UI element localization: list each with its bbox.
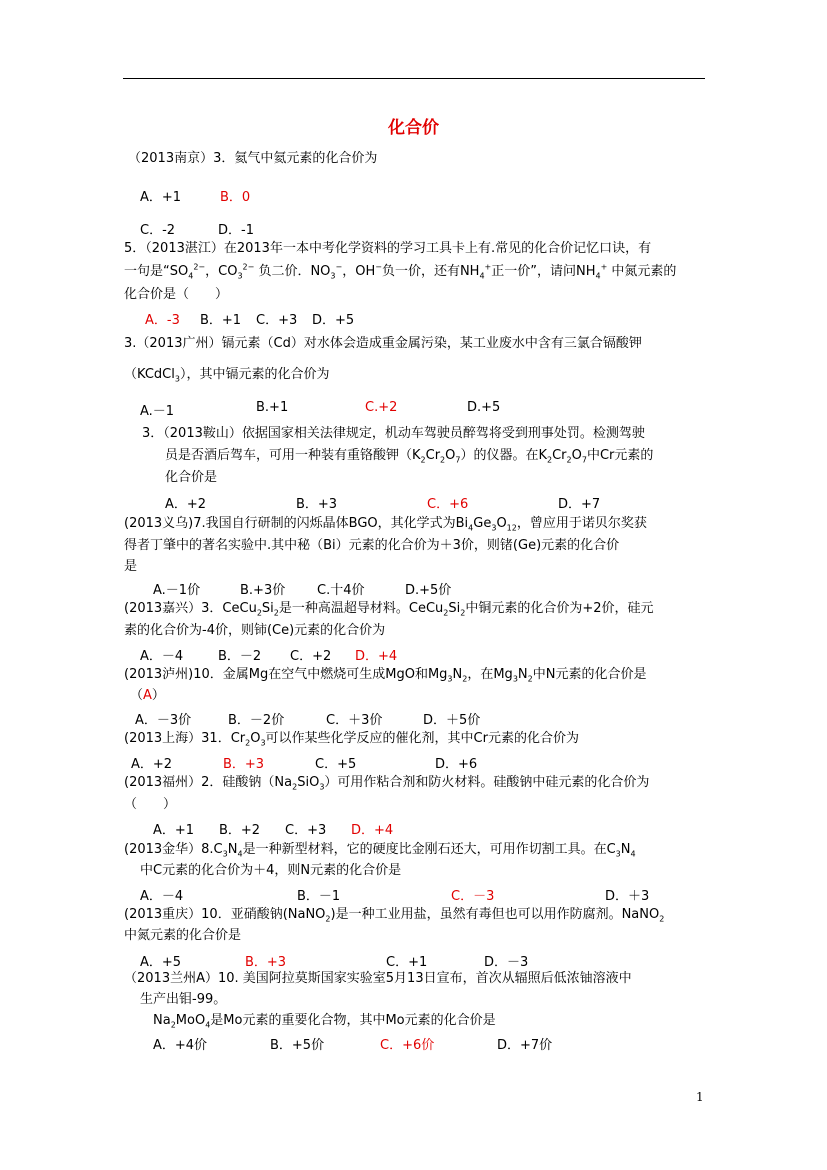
q6-option-b: B．－2 xyxy=(218,649,262,664)
q12-line-3: $Na_2MoO_4$是Mo元素的重要化合物，其中Mo元素的化合价是 xyxy=(153,1013,496,1030)
q4-option-d: D．+7 xyxy=(558,497,601,512)
q2-option-c: C．+3 xyxy=(256,313,298,328)
q9-option-a: A．+1 xyxy=(153,823,195,838)
q3-line-1: 3.（2013广州）镉元素（Cd）对水体会造成重金属污染，某工业废水中含有三氯合镉酸钾 xyxy=(124,336,642,351)
q8-option-d: D．+6 xyxy=(435,757,478,772)
q7-option-b: B．－2价 xyxy=(228,713,285,728)
q10-option-a: A．－4 xyxy=(140,889,184,904)
q7-answer: A xyxy=(143,688,152,703)
q6-line-2: 素的化合价为-4价，则铈(Ce)元素的化合价为 xyxy=(124,623,386,638)
q4-option-a: A．+2 xyxy=(165,497,207,512)
q9-option-b: B．+2 xyxy=(219,823,261,838)
q1-option-b-answer: B．0 xyxy=(220,190,251,205)
q5-line-1: (2013义乌)7.我国自行研制的闪烁晶体BGO，其化学式为$Bi_4Ge_3O_{12}$，曾应用于诺贝尔奖获 xyxy=(124,516,647,533)
q7-line-2: （A） xyxy=(130,688,165,703)
q10-option-c-answer: C．－3 xyxy=(451,889,495,904)
q1-option-d: D．-1 xyxy=(218,223,254,238)
q5-option-b: B.+3价 xyxy=(240,583,286,598)
q5-option-a: A.－1价 xyxy=(153,583,201,598)
q9-option-d-answer: D．+4 xyxy=(351,823,394,838)
q10-line-1: (2013金华）$8.C_3N_4$是一种新型材料，它的硬度比金刚石还大，可用作切割工具。在$C_3N_4$ xyxy=(124,842,636,859)
q12-line-1: （2013兰州A）10. 美国阿拉莫斯国家实验室5月13日宣布，首次从辐照后低浓铀溶液中 xyxy=(124,971,632,986)
q6-line-1: (2013嘉兴）3．$CeCu_2Si_2$是一种高温超导材料。$CeCu_2Si_2$中铜元素的化合价为+2价，硅元 xyxy=(124,601,654,618)
q8-line-1: (2013上海）31．$Cr_2O_3$可以作某些化学反应的催化剂，其中Cr元素的化合价为 xyxy=(124,731,579,748)
q1-stem: （2013南京）3．氦气中氦元素的化合价为 xyxy=(128,151,378,166)
q6-option-a: A．－4 xyxy=(140,649,184,664)
q3-option-d: D.+5 xyxy=(467,400,501,415)
q4-line-2: 员是否酒后驾车，可用一种装有重铬酸钾$(K_2Cr_2O_7)$的仪器。在$K_2Cr_2O_7$中Cr元素的 xyxy=(165,448,654,465)
q12-option-d: D．+7价 xyxy=(497,1038,553,1053)
q12-option-b: B．+5价 xyxy=(270,1038,325,1053)
q5-option-d: D.+5价 xyxy=(405,583,452,598)
q4-line-1: 3．（2013鞍山）依据国家相关法律规定，机动车驾驶员醉驾将受到刑事处罚。检测驾驶 xyxy=(142,426,645,441)
q5-line-3: 是 xyxy=(124,559,138,574)
q8-option-a: A．+2 xyxy=(131,757,173,772)
q11-option-b-answer: B．+3 xyxy=(245,955,287,970)
q2-option-d: D．+5 xyxy=(312,313,355,328)
q2-line-3: 化合价是（ ） xyxy=(124,287,229,302)
q10-option-b: B．－1 xyxy=(297,889,341,904)
q2-option-b: B．+1 xyxy=(200,313,242,328)
q1-option-c: C．-2 xyxy=(140,223,176,238)
q9-line-1: (2013福州）2．硅酸钠$(Na_2SiO_3)$可用作粘合剂和防火材料。硅酸钠中硅元素的化合价为 xyxy=(124,775,650,792)
q8-option-c: C．+5 xyxy=(315,757,357,772)
q7-option-c: C．＋3价 xyxy=(326,713,383,728)
q7-line-1: (2013泸州)10．金属Mg在空气中燃烧可生成MgO和$Mg_3N_2$，在$Mg_3N_2$中N元素的化合价是 xyxy=(124,667,647,684)
page-title: 化合价 xyxy=(388,118,439,138)
q6-option-c: C．+2 xyxy=(290,649,332,664)
q12-option-c-answer: C．+6价 xyxy=(380,1038,435,1053)
q2-line-2: 一句是“$SO_4^{2-}$，$CO_3^{2-}$ 负二价．$NO_3^-$，OH−负一价，还有$NH_4^+$正一价”，请问$NH_4^+$ 中氮元素的 xyxy=(124,262,677,281)
page-number: 1 xyxy=(696,1090,704,1104)
q8-option-b-answer: B．+3 xyxy=(223,757,265,772)
q3-option-a: A.－1 xyxy=(140,404,175,419)
q7-option-d: D．＋5价 xyxy=(423,713,481,728)
q3-option-b: B.+1 xyxy=(256,400,289,415)
q9-line-2: （ ） xyxy=(124,797,177,812)
q3-option-c-answer: C.+2 xyxy=(365,400,398,415)
q2-option-a-answer: A．-3 xyxy=(145,313,180,328)
q5-line-2: 得者丁肇中的著名实验中.其中秘（Bi）元素的化合价为＋3价，则锗(Ge)元素的化合价 xyxy=(124,538,620,553)
q11-option-c: C．+1 xyxy=(386,955,428,970)
q11-line-1: (2013重庆）10．亚硝酸钠(NaNO$_2$)是一种工业用盐，虽然有毒但也可以用作防腐剂。NaNO$_2$ xyxy=(124,907,665,924)
q10-line-2: 中C元素的化合价为＋4，则N元素的化合价是 xyxy=(140,863,402,878)
q11-line-2: 中氮元素的化合价是 xyxy=(124,928,242,943)
q5-option-c: C.十4价 xyxy=(317,583,365,598)
q1-option-a: A．+1 xyxy=(140,190,182,205)
q11-option-a: A．+5 xyxy=(140,955,182,970)
q7-option-a: A．－3价 xyxy=(135,713,192,728)
q4-option-b: B．+3 xyxy=(296,497,338,512)
q11-option-d: D．－3 xyxy=(484,955,529,970)
q6-option-d-answer: D．+4 xyxy=(355,649,398,664)
q3-line-2: （KCdCl$_3$），其中镉元素的化合价为 xyxy=(124,367,330,384)
header-rule xyxy=(123,78,705,79)
q4-line-3: 化合价是 xyxy=(165,470,218,485)
q9-option-c: C．+3 xyxy=(285,823,327,838)
q4-option-c-answer: C．+6 xyxy=(427,497,469,512)
q2-line-1: 5．（2013湛江）在2013年一本中考化学资料的学习工具卡上有.常见的化合价记忆口诀，有 xyxy=(124,241,652,256)
q12-option-a: A．+4价 xyxy=(153,1038,208,1053)
q12-line-2: 生产出钼-99。 xyxy=(140,992,227,1007)
q10-option-d: D．＋3 xyxy=(605,889,650,904)
